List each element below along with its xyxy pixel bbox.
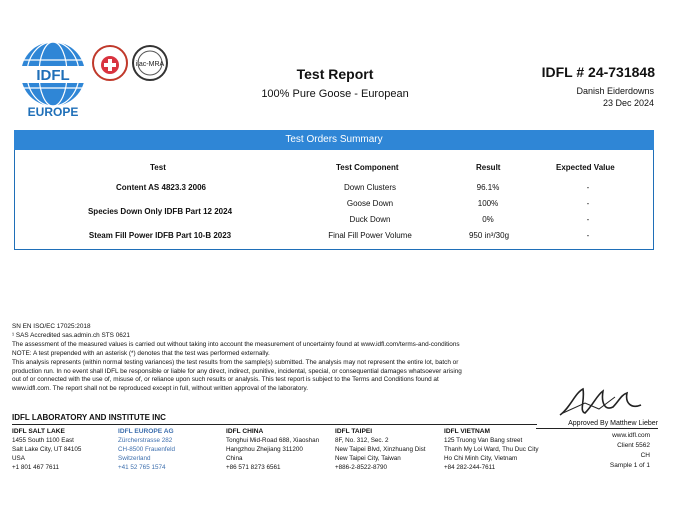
note-line: www.idfl.com. The report shall not be reproduced except in full, without written approval of the laboratory.: [12, 385, 309, 393]
office-line: Zürcherstrasse 282: [118, 437, 173, 444]
office-name: IDFL VIETNAM: [444, 428, 491, 435]
approval-divider: [536, 428, 658, 429]
table-row-component: Final Fill Power Volume: [328, 231, 412, 240]
note-line: This analysis represents (within normal testing variances) the test results from the sample(s) submitted. The analysis may not represent the entire lot, batch or: [12, 358, 459, 366]
report-subtitle: 100% Pure Goose - European: [261, 88, 409, 100]
note-line: SN EN ISO/EC 17025:2018: [12, 323, 91, 330]
approved-by: Approved By Matthew Lieber: [568, 420, 658, 427]
table-row-result: 950 in³/30g: [468, 231, 510, 240]
office-line: +84 282-244-7611: [444, 464, 496, 471]
office-line: 8F, No. 312, Sec. 2: [335, 437, 389, 444]
summary-title: Test Orders Summary: [14, 130, 654, 150]
office-line: +86 571 8273 6561: [226, 464, 281, 471]
sample-count: Sample 1 of 1: [609, 462, 650, 469]
office-line: +886-2-8522-8790: [335, 464, 387, 471]
table-row-test: Content AS 4823.3 2006: [116, 183, 206, 192]
client-id: Client 5562: [617, 442, 650, 449]
table-row-component: Goose Down: [346, 199, 394, 208]
note-line: production run. In no event shall IDFL be responsible or liable for any direct, indirect, punitive, incidental, special, or consequential damages whatsoever arising: [12, 367, 462, 375]
idfl-number: IDFL # 24-731848: [541, 64, 655, 80]
idfl-globe-logo: [14, 40, 92, 108]
table-row-result: 100%: [477, 199, 499, 208]
office-line: China: [226, 455, 243, 462]
office-line: +41 52 765 1574: [118, 464, 166, 471]
office-china: [226, 427, 319, 472]
office-europe: [118, 427, 175, 472]
table-row-test: Steam Fill Power IDFB Part 10-B 2023: [88, 231, 232, 240]
office-line: Salt Lake City, UT 84105: [12, 446, 82, 453]
report-meta: [560, 431, 650, 471]
office-line: 1455 South 1100 East: [12, 437, 74, 444]
logo-text: IDFL: [36, 67, 70, 84]
table-row-component: Duck Down: [349, 215, 391, 224]
table-row-result: 96.1%: [476, 183, 500, 192]
office-line: 125 Truong Van Bang street: [444, 437, 523, 444]
office-name: IDFL TAIPEI: [335, 428, 373, 435]
office-line: New Taipei Blvd, Xinzhuang Dist: [335, 446, 426, 453]
table-row-expected: -: [586, 231, 590, 240]
iso-accreditation-badge-icon: [91, 44, 129, 82]
office-salt-lake: [12, 427, 81, 472]
office-vietnam: [444, 427, 539, 472]
table-row-test: Species Down Only IDFB Part 12 2024: [87, 207, 233, 216]
footer-company: IDFL LABORATORY AND INSTITUTE INC: [12, 413, 166, 422]
website-text: www.idfl.com: [612, 432, 650, 439]
logo-region-label: EUROPE: [27, 105, 79, 119]
country-code: CH: [640, 452, 650, 459]
office-line: New Taipei City, Taiwan: [335, 455, 401, 462]
office-line: Tonghui Mid-Road 688, Xiaoshan: [226, 437, 320, 444]
report-title: Test Report: [296, 66, 374, 82]
office-line: Switzerland: [118, 455, 151, 462]
note-line: out of or connected with the use of, misuse of, or reliance upon such results or analysis. This test report is subject to the Terms and Conditions found at: [12, 376, 439, 384]
signature-image: [555, 383, 645, 419]
office-line: +1 801 467 7611: [12, 464, 59, 471]
office-line: USA: [12, 455, 25, 462]
note-line: NOTE: A test prepended with an asterisk (*) denotes that the test was performed externally.: [12, 349, 270, 357]
table-row-expected: -: [586, 199, 590, 208]
col-header-component: Test Component: [336, 163, 399, 172]
table-row-expected: -: [586, 215, 590, 224]
table-row-expected: -: [586, 183, 590, 192]
col-header-test: Test: [150, 163, 166, 172]
note-line: The assessment of the measured values is carried out without taking into account the measurement of uncertainty found at www.idfl.com/terms-and-conditions: [12, 340, 460, 348]
report-date: 23 Dec 2024: [602, 98, 654, 108]
table-row-component: Down Clusters: [343, 183, 396, 192]
note-line: ¹ SAS Accredited sas.admin.ch STS 0621: [12, 331, 130, 339]
office-line: CH-8500 Frauenfeld: [118, 446, 176, 453]
client-name: Danish Eiderdowns: [576, 86, 654, 96]
office-line: Hangzhou Zhejiang 311200: [226, 446, 303, 453]
office-name: IDFL EUROPE AG: [118, 428, 174, 435]
office-taipei: [335, 427, 426, 472]
footer-divider: [12, 424, 537, 425]
office-line: Ho Chi Minh City, Vietnam: [444, 455, 518, 462]
office-line: Thanh My Loi Ward, Thu Duc City: [444, 446, 539, 453]
ilac-mra-badge-icon: [131, 44, 169, 82]
report-notes: [12, 323, 572, 394]
table-row-result: 0%: [482, 215, 494, 224]
office-name: IDFL SALT LAKE: [12, 428, 65, 435]
col-header-expected: Expected Value: [556, 163, 615, 172]
col-header-result: Result: [476, 163, 501, 172]
office-name: IDFL CHINA: [226, 428, 264, 435]
ilac-badge-text: ilac-MRA: [135, 61, 165, 68]
